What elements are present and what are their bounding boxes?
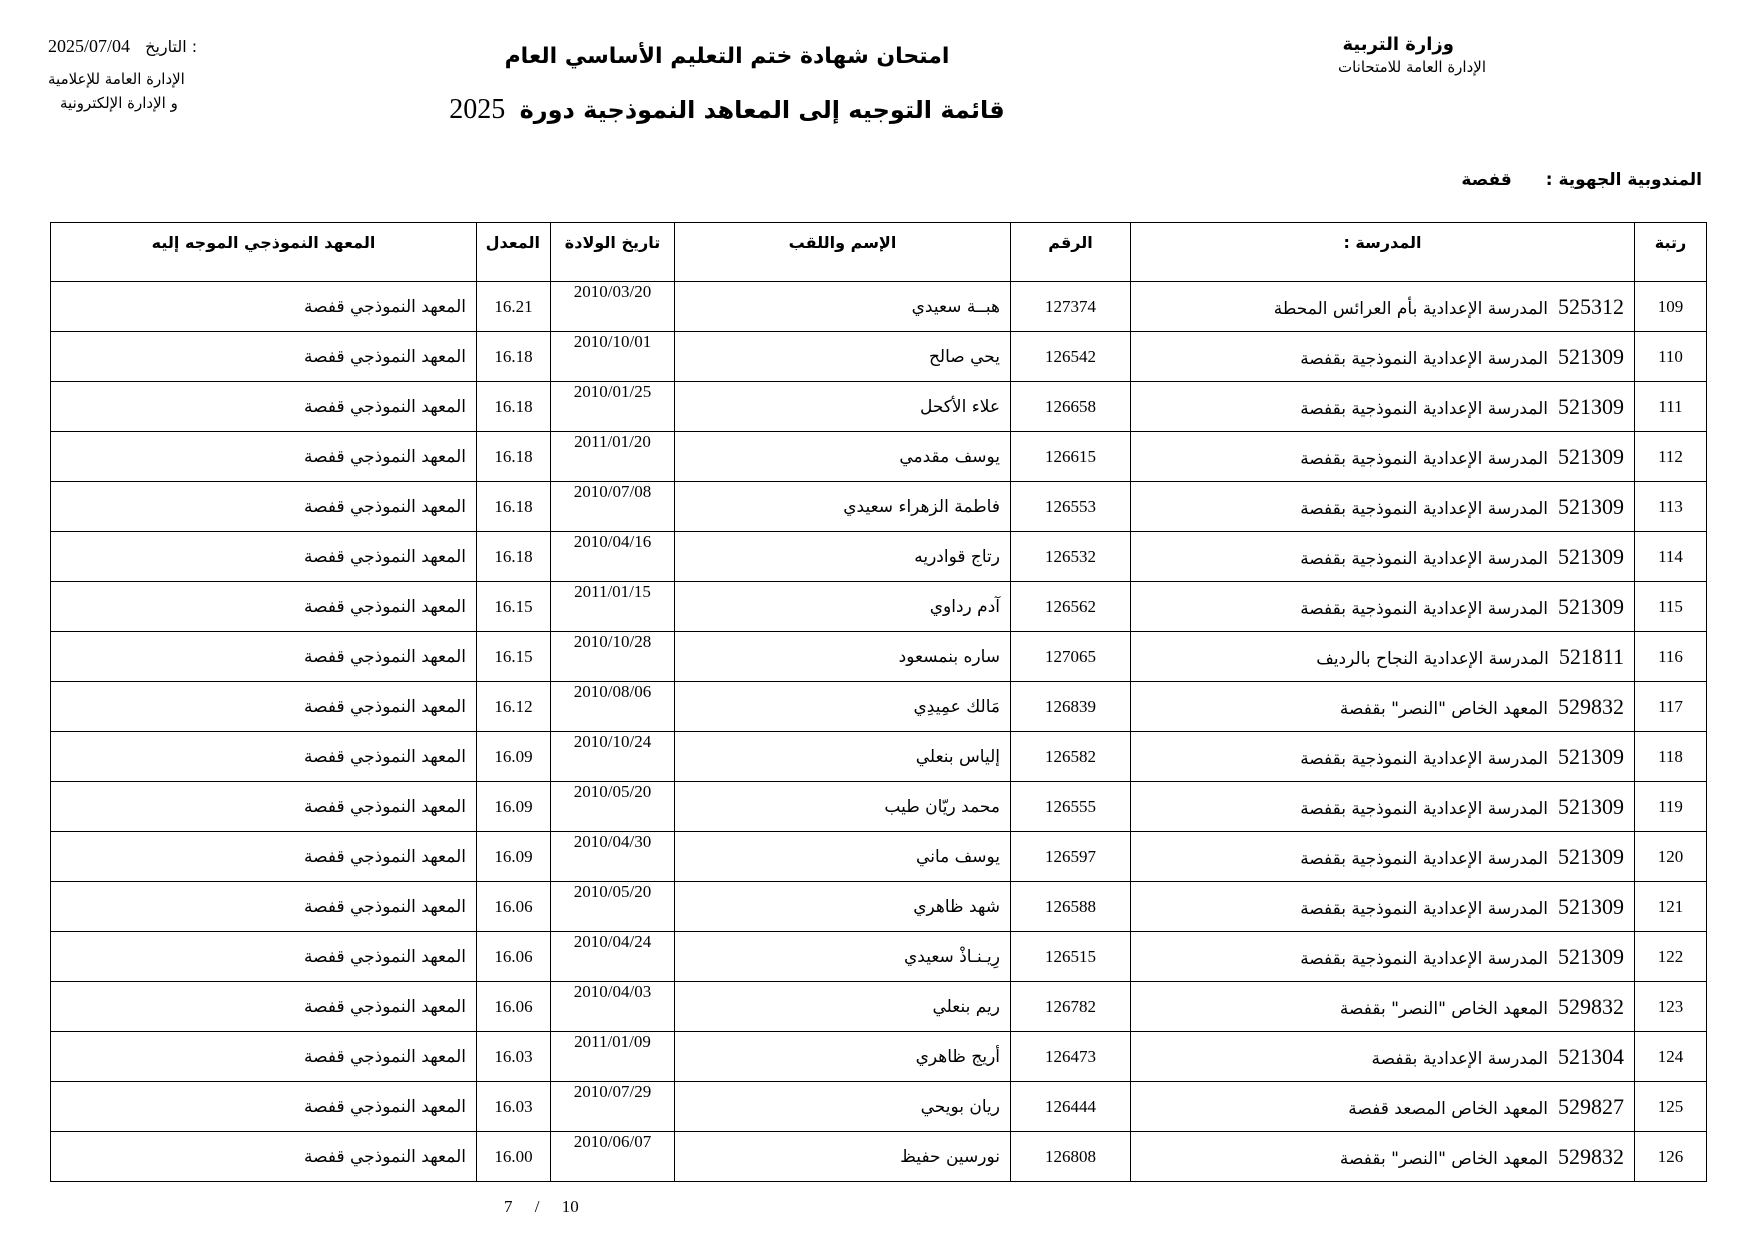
cell-institute: المعهد النموذجي قفصة (51, 632, 477, 682)
cell-number: 127065 (1011, 632, 1131, 682)
table-row (51, 1032, 1707, 1082)
cell-name: مَالك عمِيدِي (675, 682, 1011, 732)
cell-number: 126444 (1011, 1082, 1131, 1132)
cell-school (1131, 332, 1635, 382)
cell-average: 16.18 (477, 332, 551, 382)
school-code: 521309 (1558, 543, 1624, 569)
cell-school (1131, 1032, 1635, 1082)
table-body (51, 282, 1707, 1182)
table-row (51, 732, 1707, 782)
cell-name: فاطمة الزهراء سعيدي (675, 482, 1011, 532)
cell-average: 16.15 (477, 582, 551, 632)
cell-dob: 2010/05/20 (551, 782, 675, 832)
cell-school (1131, 1132, 1635, 1182)
cell-name: إلياس بنعلي (675, 732, 1011, 782)
table-row (51, 332, 1707, 382)
cell-dob: 2010/04/03 (551, 982, 675, 1032)
cell-school (1131, 982, 1635, 1032)
cell-school (1131, 582, 1635, 632)
cell-average: 16.09 (477, 732, 551, 782)
cell-dob: 2011/01/15 (551, 582, 675, 632)
cell-rank: 122 (1635, 932, 1707, 982)
table-row (51, 582, 1707, 632)
cell-average: 16.21 (477, 282, 551, 332)
school-code: 521309 (1558, 343, 1624, 369)
header-institute: المعهد النموذجي الموجه إليه (51, 223, 477, 282)
cell-institute: المعهد النموذجي قفصة (51, 782, 477, 832)
cell-rank: 111 (1635, 382, 1707, 432)
cell-institute: المعهد النموذجي قفصة (51, 882, 477, 932)
cell-dob: 2010/04/24 (551, 932, 675, 982)
cell-institute: المعهد النموذجي قفصة (51, 1132, 477, 1182)
cell-name: ريان بويحي (675, 1082, 1011, 1132)
cell-school (1131, 932, 1635, 982)
school-name: المدرسة الإعدادية النموذجية بقفصة (1300, 548, 1548, 569)
cell-institute: المعهد النموذجي قفصة (51, 982, 477, 1032)
school-code: 521309 (1558, 743, 1624, 769)
cell-number: 126588 (1011, 882, 1131, 932)
cell-institute: المعهد النموذجي قفصة (51, 332, 477, 382)
school-name: المدرسة الإعدادية النموذجية بقفصة (1300, 348, 1548, 369)
school-code: 521309 (1558, 893, 1624, 919)
table-row (51, 282, 1707, 332)
cell-name: يوسف ماني (675, 832, 1011, 882)
cell-number: 126553 (1011, 482, 1131, 532)
school-name: المدرسة الإعدادية بقفصة (1371, 1048, 1548, 1069)
cell-dob: 2011/01/09 (551, 1032, 675, 1082)
cell-name: هبــة سعيدي (675, 282, 1011, 332)
cell-institute: المعهد النموذجي قفصة (51, 932, 477, 982)
cell-average: 16.18 (477, 482, 551, 532)
cell-name: ريم بنعلي (675, 982, 1011, 1032)
cell-rank: 121 (1635, 882, 1707, 932)
page-total: 10 (561, 1197, 579, 1216)
school-code: 521309 (1558, 493, 1624, 519)
school-name: المعهد الخاص "النصر" بقفصة (1339, 1148, 1548, 1169)
school-code: 525312 (1558, 293, 1624, 319)
cell-rank: 120 (1635, 832, 1707, 882)
date-label: التاريخ : (145, 37, 198, 56)
cell-institute: المعهد النموذجي قفصة (51, 1082, 477, 1132)
cell-institute: المعهد النموذجي قفصة (51, 282, 477, 332)
school-name: المدرسة الإعدادية النموذجية بقفصة (1300, 498, 1548, 519)
table-row (51, 832, 1707, 882)
cell-number: 126839 (1011, 682, 1131, 732)
cell-institute: المعهد النموذجي قفصة (51, 432, 477, 482)
exam-title: امتحان شهادة ختم التعليم الأساسي العام (504, 44, 950, 69)
cell-rank: 110 (1635, 332, 1707, 382)
table-row (51, 982, 1707, 1032)
cell-average: 16.03 (477, 1032, 551, 1082)
cell-name: محمد ريّان طيب (675, 782, 1011, 832)
cell-rank: 119 (1635, 782, 1707, 832)
cell-number: 126658 (1011, 382, 1131, 432)
cell-name: رِيـنـاذْ سعيدي (675, 932, 1011, 982)
list-title-row (0, 94, 1454, 126)
cell-institute: المعهد النموذجي قفصة (51, 1032, 477, 1082)
cell-dob: 2010/10/01 (551, 332, 675, 382)
region-label: المندوبية الجهوية : (1545, 170, 1702, 190)
school-code: 529832 (1558, 693, 1624, 719)
school-name: المعهد الخاص "النصر" بقفصة (1339, 998, 1548, 1019)
page-separator: / (534, 1197, 540, 1216)
cell-number: 126582 (1011, 732, 1131, 782)
cell-average: 16.09 (477, 832, 551, 882)
school-name: المعهد الخاص المصعد قفصة (1348, 1098, 1548, 1119)
cell-rank: 124 (1635, 1032, 1707, 1082)
cell-number: 126615 (1011, 432, 1131, 482)
ministry-name: وزارة التربية (1342, 34, 1454, 55)
cell-name: نورسين حفيظ (675, 1132, 1011, 1182)
cell-school (1131, 682, 1635, 732)
school-name: المعهد الخاص "النصر" بقفصة (1339, 698, 1548, 719)
cell-institute: المعهد النموذجي قفصة (51, 482, 477, 532)
cell-number: 126542 (1011, 332, 1131, 382)
exam-department: الإدارة العامة للامتحانات (1337, 58, 1486, 76)
list-title: قائمة التوجيه إلى المعاهد النموذجية دورة (519, 96, 1005, 124)
cell-average: 16.03 (477, 1082, 551, 1132)
school-name: المدرسة الإعدادية النموذجية بقفصة (1300, 898, 1548, 919)
school-code: 529827 (1558, 1093, 1624, 1119)
cell-institute: المعهد النموذجي قفصة (51, 832, 477, 882)
school-name: المدرسة الإعدادية بأم العرائس المحطة (1273, 298, 1548, 319)
cell-school (1131, 832, 1635, 882)
session-year: 2025 (449, 94, 506, 125)
table-row (51, 682, 1707, 732)
cell-dob: 2010/04/30 (551, 832, 675, 882)
header-rank: رتبة (1635, 223, 1707, 282)
cell-dob: 2010/06/07 (551, 1132, 675, 1182)
region-row (1461, 170, 1702, 190)
cell-average: 16.18 (477, 382, 551, 432)
cell-average: 16.18 (477, 532, 551, 582)
results-table (50, 222, 1707, 1182)
school-name: المدرسة الإعدادية النموذجية بقفصة (1300, 398, 1548, 419)
cell-dob: 2010/03/20 (551, 282, 675, 332)
cell-rank: 118 (1635, 732, 1707, 782)
school-code: 521304 (1558, 1043, 1624, 1069)
cell-dob: 2011/01/20 (551, 432, 675, 482)
info-department: الإدارة العامة للإعلامية (48, 70, 185, 88)
header-school: المدرسة : (1131, 223, 1635, 282)
cell-name: آدم رداوي (675, 582, 1011, 632)
cell-school (1131, 382, 1635, 432)
cell-name: شهد ظاهري (675, 882, 1011, 932)
cell-number: 126562 (1011, 582, 1131, 632)
table-row (51, 1082, 1707, 1132)
cell-average: 16.09 (477, 782, 551, 832)
cell-name: رتاج قوادريه (675, 532, 1011, 582)
cell-dob: 2010/10/24 (551, 732, 675, 782)
school-code: 521309 (1558, 393, 1624, 419)
date-row (48, 36, 197, 57)
cell-average: 16.06 (477, 882, 551, 932)
header-average: المعدل (477, 223, 551, 282)
cell-number: 127374 (1011, 282, 1131, 332)
date-value: 2025/07/04 (48, 36, 131, 56)
school-code: 521309 (1558, 843, 1624, 869)
cell-dob: 2010/08/06 (551, 682, 675, 732)
cell-name: يوسف مقدمي (675, 432, 1011, 482)
school-code: 521309 (1558, 943, 1624, 969)
table-row (51, 532, 1707, 582)
school-code: 529832 (1558, 1143, 1624, 1169)
school-name: المدرسة الإعدادية النموذجية بقفصة (1300, 448, 1548, 469)
cell-institute: المعهد النموذجي قفصة (51, 582, 477, 632)
cell-number: 126808 (1011, 1132, 1131, 1182)
cell-rank: 123 (1635, 982, 1707, 1032)
cell-average: 16.06 (477, 932, 551, 982)
page-current: 7 (504, 1197, 513, 1216)
cell-rank: 112 (1635, 432, 1707, 482)
school-name: المدرسة الإعدادية النموذجية بقفصة (1300, 948, 1548, 969)
cell-average: 16.12 (477, 682, 551, 732)
cell-rank: 113 (1635, 482, 1707, 532)
cell-rank: 109 (1635, 282, 1707, 332)
header-name: الإسم واللقب (675, 223, 1011, 282)
cell-number: 126597 (1011, 832, 1131, 882)
cell-institute: المعهد النموذجي قفصة (51, 682, 477, 732)
school-name: المدرسة الإعدادية النموذجية بقفصة (1300, 848, 1548, 869)
cell-number: 126782 (1011, 982, 1131, 1032)
cell-dob: 2010/10/28 (551, 632, 675, 682)
cell-school (1131, 532, 1635, 582)
cell-school (1131, 282, 1635, 332)
cell-number: 126532 (1011, 532, 1131, 582)
cell-rank: 116 (1635, 632, 1707, 682)
cell-school (1131, 882, 1635, 932)
cell-dob: 2010/07/29 (551, 1082, 675, 1132)
school-code: 529832 (1558, 993, 1624, 1019)
cell-average: 16.00 (477, 1132, 551, 1182)
cell-number: 126515 (1011, 932, 1131, 982)
cell-institute: المعهد النموذجي قفصة (51, 532, 477, 582)
cell-school (1131, 482, 1635, 532)
page-indicator (504, 1197, 597, 1217)
cell-rank: 125 (1635, 1082, 1707, 1132)
school-name: المدرسة الإعدادية النموذجية بقفصة (1300, 598, 1548, 619)
cell-dob: 2010/05/20 (551, 882, 675, 932)
table-row (51, 782, 1707, 832)
cell-number: 126473 (1011, 1032, 1131, 1082)
table-row (51, 482, 1707, 532)
school-name: المدرسة الإعدادية النموذجية بقفصة (1300, 748, 1548, 769)
cell-name: ساره بنمسعود (675, 632, 1011, 682)
table-row (51, 382, 1707, 432)
header-number: الرقم (1011, 223, 1131, 282)
school-code: 521309 (1558, 593, 1624, 619)
cell-dob: 2010/07/08 (551, 482, 675, 532)
table-row (51, 632, 1707, 682)
table-row (51, 1132, 1707, 1182)
cell-school (1131, 632, 1635, 682)
cell-name: أريج ظاهري (675, 1032, 1011, 1082)
cell-rank: 114 (1635, 532, 1707, 582)
school-name: المدرسة الإعدادية النجاح بالرديف (1316, 648, 1549, 669)
cell-rank: 117 (1635, 682, 1707, 732)
cell-school (1131, 432, 1635, 482)
cell-institute: المعهد النموذجي قفصة (51, 732, 477, 782)
school-name: المدرسة الإعدادية النموذجية بقفصة (1300, 798, 1548, 819)
table-header-row (51, 223, 1707, 282)
school-code: 521309 (1558, 793, 1624, 819)
school-code: 521309 (1558, 443, 1624, 469)
cell-average: 16.06 (477, 982, 551, 1032)
cell-school (1131, 782, 1635, 832)
cell-institute: المعهد النموذجي قفصة (51, 382, 477, 432)
region-value: قفصة (1461, 170, 1512, 190)
electronic-department: و الإدارة الإلكترونية (60, 94, 178, 112)
cell-number: 126555 (1011, 782, 1131, 832)
cell-average: 16.18 (477, 432, 551, 482)
cell-name: علاء الأكحل (675, 382, 1011, 432)
school-code: 521811 (1558, 643, 1624, 669)
cell-rank: 115 (1635, 582, 1707, 632)
cell-school (1131, 1082, 1635, 1132)
cell-name: يحي صالح (675, 332, 1011, 382)
table-row (51, 882, 1707, 932)
table-row (51, 432, 1707, 482)
table-row (51, 932, 1707, 982)
cell-school (1131, 732, 1635, 782)
cell-dob: 2010/01/25 (551, 382, 675, 432)
cell-rank: 126 (1635, 1132, 1707, 1182)
cell-dob: 2010/04/16 (551, 532, 675, 582)
header-dob: تاريخ الولادة (551, 223, 675, 282)
cell-average: 16.15 (477, 632, 551, 682)
